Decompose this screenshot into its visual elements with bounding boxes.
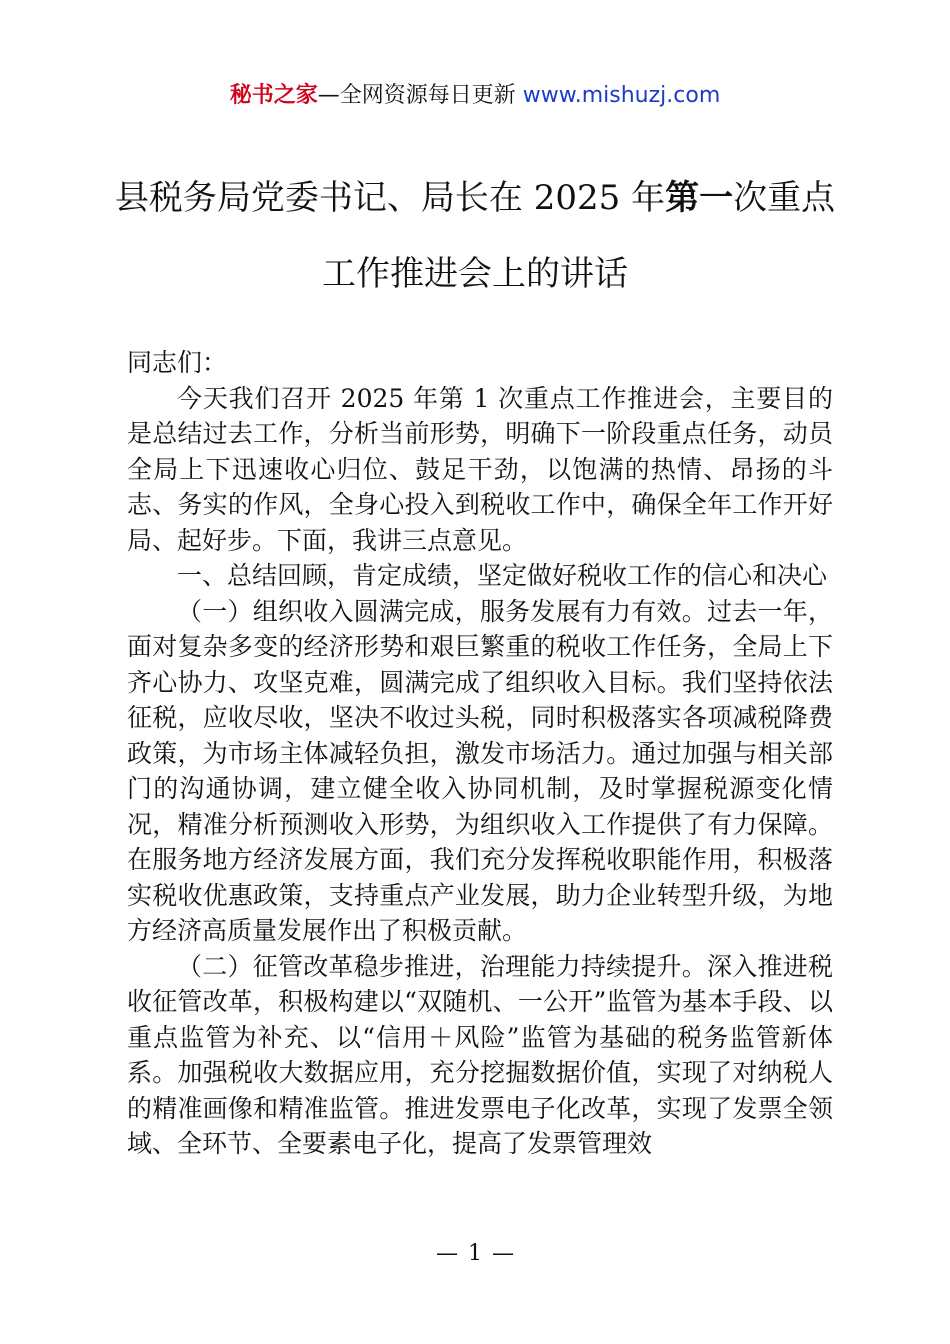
title-part-bold: 第一 xyxy=(665,178,734,218)
page-number: 1 xyxy=(468,1241,482,1266)
site-url-link[interactable]: www.mishuzj.com xyxy=(522,83,721,108)
document-title xyxy=(100,160,850,312)
title-part-3: 次重点工作推进会上的讲话 xyxy=(322,178,836,294)
footer-dash-right: — xyxy=(492,1241,514,1266)
section-heading-1: 一、总结回顾，肯定成绩，坚定做好税收工作的信心和决心 xyxy=(177,561,828,590)
paragraph-intro: 今天我们召开 2025 年第 1 次重点工作推进会，主要目的是总结过去工作，分析当前形势，明确下一阶段重点任务，动员全局上下迅速收心归位、鼓足干劲，以饱满的热情、昂扬的斗志、务实的作风，全身心投入到税收工作中，确保全年工作开好局、起好步。下面，我讲三点意见。 xyxy=(127,383,833,555)
header-slogan: —全网资源每日更新 xyxy=(317,83,523,108)
paragraph-subsection-2: （二）征管改革稳步推进，治理能力持续提升。深入推进税收征管改革，积极构建以“双随机、一公开”监管为基本手段、以重点监管为补充、以“信用＋风险”监管为基础的税务监管新体系。加强税收大数据应用，充分挖掘数据价值，实现了对纳税人的精准画像和精准监管。推进发票电子化改革，实现了发票全领域、全环节、全要素电子化，提高了发票管理效 xyxy=(127,951,833,1158)
salutation: 同志们： xyxy=(127,348,228,377)
paragraph-subsection-1: （一）组织收入圆满完成，服务发展有力有效。过去一年，面对复杂多变的经济形势和艰巨繁重的税收工作任务，全局上下齐心协力、攻坚克难，圆满完成了组织收入目标。我们坚持依法征税，应收尽收，坚决不收过头税，同时积极落实各项减税降费政策，为市场主体减轻负担，激发市场活力。通过加强与相关部门的沟通协调，建立健全收入协同机制，及时掌握税源变化情况，精准分析预测收入形势，为组织收入工作提供了有力保障。在服务地方经济发展方面，我们充分发挥税收职能作用，积极落实税收优惠政策，支持重点产业发展，助力企业转型升级，为地方经济高质量发展作出了积极贡献。 xyxy=(127,596,833,945)
footer-dash-left: — xyxy=(436,1241,458,1266)
title-part-1: 县税务局党委书记、局长在 2025 年 xyxy=(114,178,666,218)
document-body xyxy=(127,345,833,1162)
brand-name: 秘书之家 xyxy=(229,83,318,108)
site-header xyxy=(0,80,950,112)
page-footer xyxy=(0,1240,950,1268)
